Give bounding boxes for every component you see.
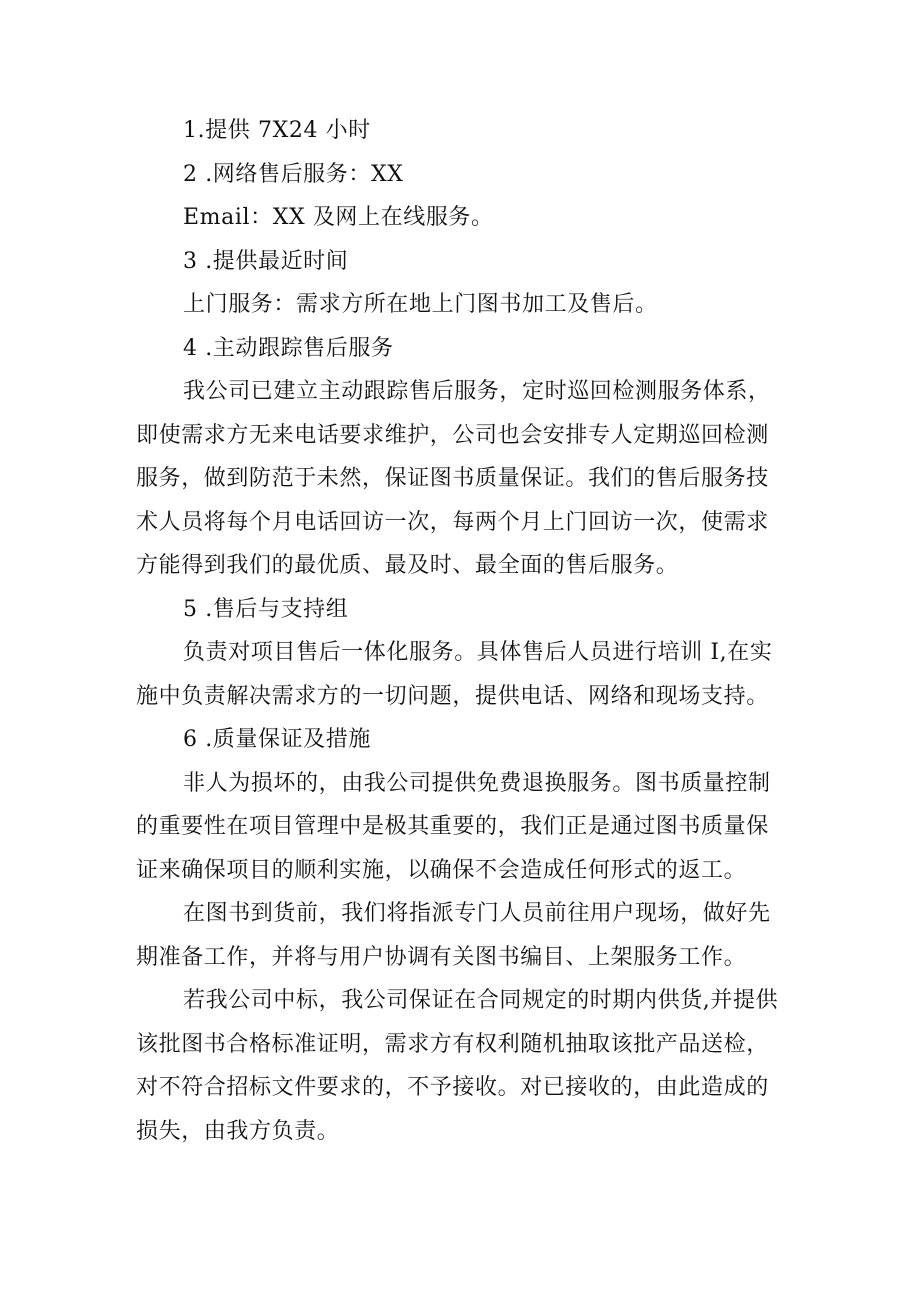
heading-3: 3 .提供最近时间 xyxy=(183,249,349,274)
paragraph-line: 在图书到货前，我们将指派专门人员前往用户现场，做好先 xyxy=(183,901,771,926)
heading-2: 2 .网络售后服务：XX xyxy=(183,162,404,187)
paragraph-line: 该批图书合格标准证明，需求方有权利随机抽取该批产品送检， xyxy=(136,1032,769,1057)
paragraph-line: 非人为损坏的，由我公司提供免费退换服务。图书质量控制 xyxy=(183,771,771,796)
paragraph-line: 若我公司中标，我公司保证在合同规定的时期内供货,并提供 xyxy=(183,988,779,1013)
onsite-service-line: 上门服务：需求方所在地上门图书加工及售后。 xyxy=(183,292,658,317)
paragraph-line: 方能得到我们的最优质、最及时、最全面的售后服务。 xyxy=(136,553,679,578)
paragraph-line: 期准备工作，并将与用户协调有关图书编目、上架服务工作。 xyxy=(136,945,747,970)
heading-6: 6 .质量保证及措施 xyxy=(183,727,371,752)
paragraph-line: 证来确保项目的顺利实施，以确保不会造成任何形式的返工。 xyxy=(136,858,747,883)
paragraph-line: 我公司已建立主动跟踪售后服务，定时巡回检测服务体系， xyxy=(183,379,771,404)
paragraph-line: 负责对项目售后一体化服务。具体售后人员进行培训 I,在实 xyxy=(183,640,773,665)
email-line: Email：XX 及网上在线服务。 xyxy=(183,205,494,230)
paragraph-line: 的重要性在项目管理中是极其重要的，我们正是通过图书质量保 xyxy=(136,814,769,839)
paragraph-line: 对不符合招标文件要求的，不予接收。对已接收的，由此造成的 xyxy=(136,1075,769,1100)
heading-1: 1.提供 7X24 小时 xyxy=(183,118,371,143)
paragraph-line: 服务，做到防范于未然，保证图书质量保证。我们的售后服务技 xyxy=(136,466,769,491)
paragraph-line: 术人员将每个月电话回访一次，每两个月上门回访一次，使需求 xyxy=(136,510,769,535)
heading-4: 4 .主动跟踪售后服务 xyxy=(183,336,394,361)
paragraph-line: 施中负责解决需求方的一切问题，提供电话、网络和现场支持。 xyxy=(136,684,769,709)
paragraph-line: 即使需求方无来电话要求维护，公司也会安排专人定期巡回检测 xyxy=(136,423,769,448)
heading-5: 5 .售后与支持组 xyxy=(183,597,349,622)
paragraph-line: 损失，由我方负责。 xyxy=(136,1119,340,1144)
